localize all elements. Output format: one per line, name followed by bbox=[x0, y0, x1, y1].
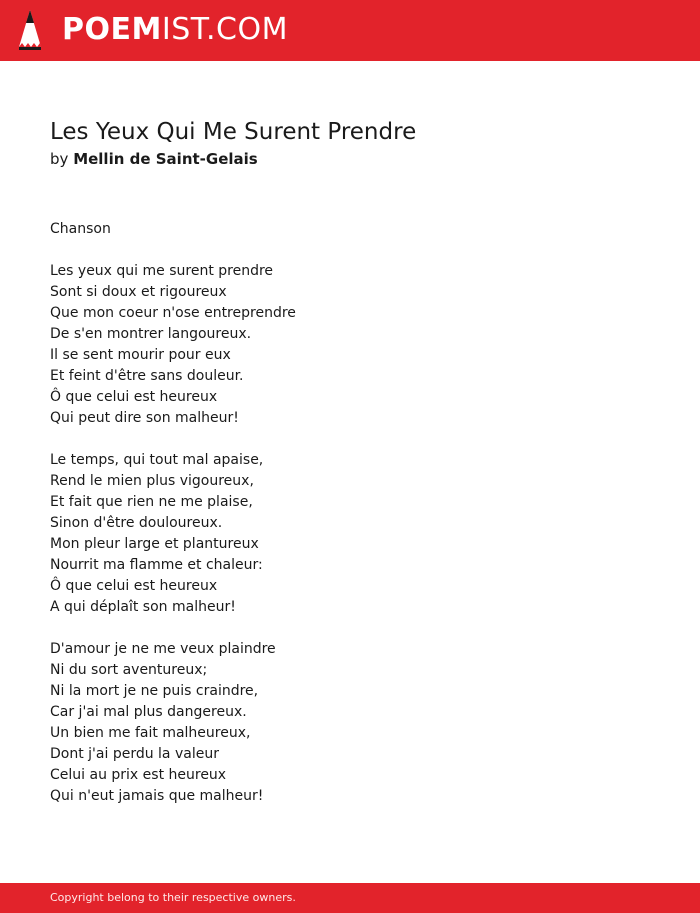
poem-line: Un bien me fait malheureux, bbox=[50, 725, 251, 741]
poem-line: Ô que celui est heureux bbox=[50, 578, 218, 594]
poem-line: Et feint d'être sans douleur. bbox=[50, 368, 244, 384]
poem-line: Il se sent mourir pour eux bbox=[50, 347, 231, 363]
poem-line: Que mon coeur n'ose entreprendre bbox=[50, 305, 296, 321]
poem-line: Le temps, qui tout mal apaise, bbox=[50, 452, 264, 468]
site-footer bbox=[0, 883, 700, 913]
poem-heading: Chanson bbox=[50, 221, 111, 237]
stanza-gap bbox=[50, 240, 650, 261]
poem-body bbox=[50, 219, 650, 807]
poem-line: Ni la mort je ne puis craindre, bbox=[50, 683, 259, 699]
poem-line: Dont j'ai perdu la valeur bbox=[50, 746, 219, 762]
stanza-gap bbox=[50, 429, 650, 450]
site-logo[interactable] bbox=[62, 12, 288, 48]
poem-line: Sont si doux et rigoureux bbox=[50, 284, 227, 300]
poem-line: Car j'ai mal plus dangereux. bbox=[50, 704, 247, 720]
site-header bbox=[0, 0, 700, 61]
poem-line: Nourrit ma flamme et chaleur: bbox=[50, 557, 263, 573]
stanza-3 bbox=[50, 639, 650, 807]
poem-line: Ô que celui est heureux bbox=[50, 389, 218, 405]
poem-line: Mon pleur large et plantureux bbox=[50, 536, 259, 552]
poem-line: Sinon d'être douloureux. bbox=[50, 515, 223, 531]
pencil-logo-icon[interactable] bbox=[18, 9, 42, 51]
poem-line: Qui peut dire son malheur! bbox=[50, 410, 239, 426]
poem-line: A qui déplaît son malheur! bbox=[50, 599, 236, 615]
poem-line: Celui au prix est heureux bbox=[50, 767, 227, 783]
stanza-gap bbox=[50, 618, 650, 639]
copyright-notice: Copyright belong to their respective owners. bbox=[50, 891, 296, 904]
poem-line: Les yeux qui me surent prendre bbox=[50, 263, 274, 279]
poem-line: Qui n'eut jamais que malheur! bbox=[50, 788, 264, 804]
logo-bold-text: POEM bbox=[62, 12, 162, 47]
poem-line: Ni du sort aventureux; bbox=[50, 662, 208, 678]
stanza-2 bbox=[50, 450, 650, 618]
author-name: Mellin de Saint-Gelais bbox=[73, 150, 258, 168]
stanza-1 bbox=[50, 261, 650, 429]
byline-prefix: by bbox=[50, 150, 69, 168]
poem-line: De s'en montrer langoureux. bbox=[50, 326, 252, 342]
byline bbox=[50, 148, 258, 170]
logo-light-text: IST.COM bbox=[161, 12, 288, 47]
poem-line: D'amour je ne me veux plaindre bbox=[50, 641, 276, 657]
poem-title: Les Yeux Qui Me Surent Prendre bbox=[50, 119, 417, 145]
poem-line: Et fait que rien ne me plaise, bbox=[50, 494, 253, 510]
poem-line: Rend le mien plus vigoureux, bbox=[50, 473, 254, 489]
